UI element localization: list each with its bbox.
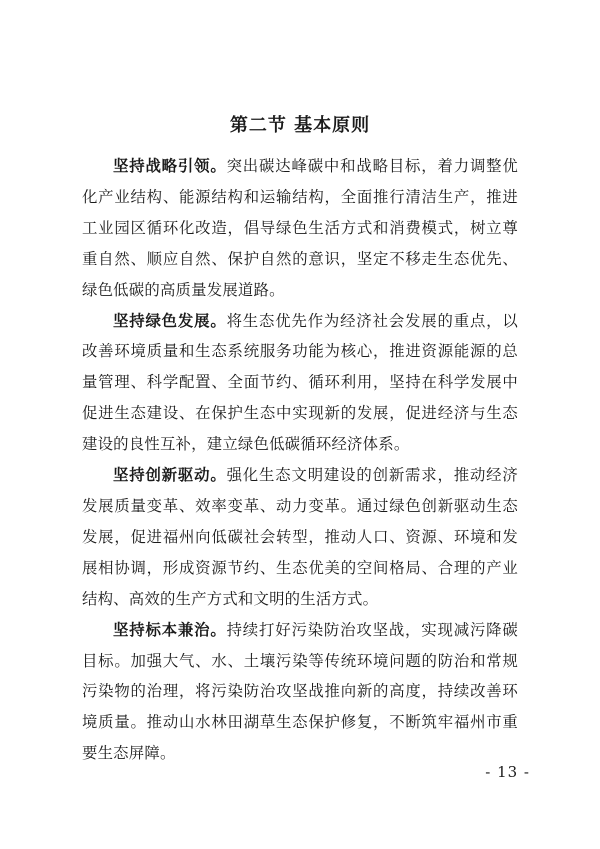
paragraph-text: 持续打好污染防治攻坚战，实现减污降碳目标。加强大气、水、土壤污染等传统环境问题的防治和常规污染物的治理，将污染防治攻坚战推向新的高度，持续改善环境质量。推动山水林田湖草生态保护修复，不断筑牢福州市重要生态屏障。 [82, 620, 518, 763]
paragraph-innovation-driven [82, 460, 518, 615]
paragraph-green-development [82, 306, 518, 461]
paragraph-lead: 坚持绿色发展。 [113, 311, 227, 330]
paragraph-text: 强化生态文明建设的创新需求，推动经济发展质量变革、效率变革、动力变革。通过绿色创新驱动生态发展，促进福州向低碳社会转型，推动人口、资源、环境和发展相协调，形成资源节约、生态优美的空间格局、合理的产业结构、高效的生产方式和文明的生活方式。 [82, 466, 518, 608]
paragraph-lead: 坚持创新驱动。 [113, 466, 227, 485]
paragraph-strategic-guidance [82, 151, 518, 306]
paragraph-lead: 坚持战略引领。 [113, 157, 227, 175]
principles-body [82, 151, 518, 769]
paragraph-root-and-symptoms [82, 615, 518, 770]
paragraph-text: 将生态优先作为经济社会发展的重点，以改善环境质量和生态系统服务功能为核心，推进资源能源的总量管理、科学配置、全面节约、循环利用，坚持在科学发展中促进生态建设、在保护生态中实现新的发展，促进经济与生态建设的良性互补，建立绿色低碳循环经济体系。 [82, 311, 518, 454]
page-number: - 13 - [485, 763, 530, 781]
paragraph-lead: 坚持标本兼治。 [113, 620, 227, 639]
section-title: 第二节 基本原则 [229, 115, 371, 136]
paragraph-text: 突出碳达峰碳中和战略目标，着力调整优化产业结构、能源结构和运输结构，全面推行清洁生产，推进工业园区循环化改造，倡导绿色生活方式和消费模式，树立尊重自然、顺应自然、保护自然的意识，坚定不移走生态优先、绿色低碳的高质量发展道路。 [82, 157, 518, 299]
